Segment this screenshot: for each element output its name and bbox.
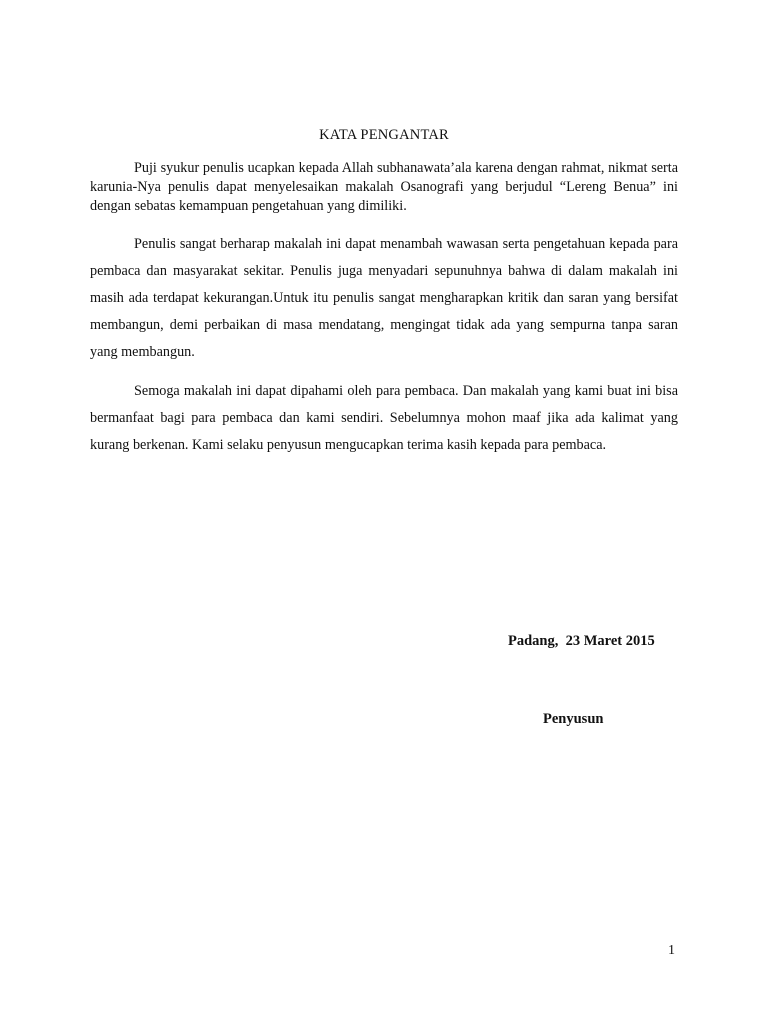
paragraph-3: Semoga makalah ini dapat dipahami oleh para pembaca. Dan makalah yang kami buat ini bisa bermanfaat bagi para pembaca dan kami sendiri. Sebelumnya mohon maaf jika ada kalimat yang kurang berkenan. Kami selaku penyusun mengucapkan terima kasih kepada para pembaca. — [90, 383, 678, 453]
page-number: 1 — [668, 943, 675, 958]
page-title: KATA PENGANTAR — [319, 127, 449, 143]
paragraph-2: Penulis sangat berharap makalah ini dapat menambah wawasan serta pengetahuan kepada para pembaca dan masyarakat sekitar. Penulis juga menyadari sepunuhnya bahwa di dalam makalah ini masih ada terdapat kekurangan.Untuk itu penulis sangat mengharapkan kritik dan saran yang bersifat membangun, demi perbaikan di masa mendatang, mengingat tidak ada yang sempurna tanpa saran yang membangun. — [90, 236, 678, 360]
signer-label: Penyusun — [543, 711, 604, 727]
paragraph-1: Puji syukur penulis ucapkan kepada Allah subhanawata’ala karena dengan rahmat, nikmat serta karunia-Nya penulis dapat menyelesaikan makalah Osanografi yang berjudul “Lereng Benua” ini dengan sebatas kemampuan pengetahuan yang dimiliki. — [90, 160, 678, 214]
place-date: Padang, 23 Maret 2015 — [508, 633, 655, 649]
